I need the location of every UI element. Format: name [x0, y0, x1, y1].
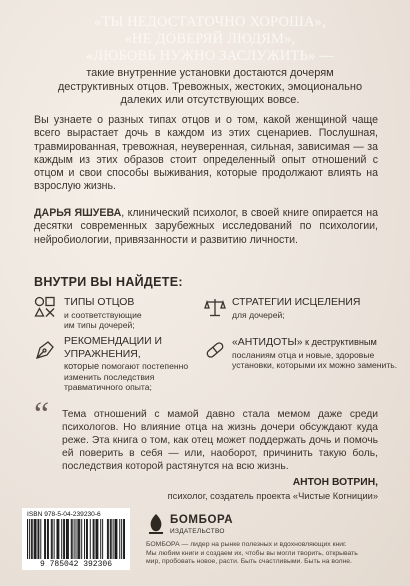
publisher-slogan-line-2: Мы любим книги и создаем их, чтобы вы могли творить, открывать	[146, 549, 358, 557]
barcode-bar	[48, 519, 49, 559]
barcode-bar	[121, 519, 122, 559]
barcode-bar	[51, 519, 52, 559]
isbn-text: ISBN 978-5-04-239230-6	[27, 511, 101, 518]
barcode-bar	[74, 519, 75, 559]
barcode-bars	[27, 519, 125, 559]
feature-text: и соответствующие им типы дочерей;	[64, 309, 142, 331]
barcode	[22, 508, 130, 570]
barcode-bar	[47, 519, 48, 559]
quote-text: Тема отношений с мамой давно стала мемом даже среди психологов. Но влияние отца на жизнь дочери обсуждают куда реже. Эта книга о том, как отец может поддержать дочь и помочь ей поверить в себя — или, наоборот, причинить такую боль, последствия которой растянутся на всю жизнь.	[62, 409, 378, 472]
publisher-slogan-line-1: БОМБОРА — лидер на рынке полезных и вдохновляющих книг.	[146, 541, 347, 548]
barcode-bar	[29, 519, 30, 559]
barcode-bar	[40, 519, 41, 559]
headline-line-2: «НЕ ДОВЕРЯЙ ЛЮДЯМ»,	[124, 31, 296, 47]
barcode-bar	[116, 519, 117, 559]
barcode-bar	[31, 519, 32, 559]
feature-title-main: «АНТИДОТЫ»	[232, 337, 303, 348]
publisher-slogan-line-3: мир, пробовать новое, расти. Быть счастливыми. Быть на волне.	[146, 558, 352, 566]
shapes-icon	[34, 296, 56, 318]
intro-line-1: такие внутренние установки достаются дочерям	[86, 67, 334, 79]
feature-recommendations	[64, 336, 200, 393]
feature-text: для дочерей;	[232, 309, 285, 320]
feature-title: СТРАТЕГИИ ИСЦЕЛЕНИЯ	[232, 297, 361, 308]
barcode-bar	[66, 519, 67, 559]
author-description: , клинический психолог, в своей книге опирается на десятки современных зарубежных исследований по психологии, нейробиологии, привязанности и развитию личности.	[34, 207, 378, 246]
barcode-bar	[81, 519, 82, 559]
quote-author: АНТОН ВОТРИН,	[292, 477, 378, 488]
barcode-bar	[38, 519, 39, 559]
barcode-bar	[102, 519, 103, 559]
headline	[60, 14, 360, 65]
barcode-bar	[100, 519, 101, 559]
feature-title-suffix: которые	[64, 361, 100, 371]
publisher-name: БОМБОРА	[170, 514, 234, 526]
publisher-slogan	[146, 541, 402, 567]
barcode-bar	[58, 519, 59, 559]
barcode-bar	[113, 519, 114, 559]
barcode-bar	[77, 519, 78, 559]
intro	[30, 67, 390, 108]
feature-title	[64, 336, 200, 361]
barcode-bar	[36, 519, 37, 559]
barcode-bar	[115, 519, 116, 559]
barcode-bar	[110, 519, 111, 559]
barcode-bar	[123, 519, 124, 559]
intro-line-3: далеких или отсутствующих вовсе.	[120, 94, 300, 107]
intro-line-2: деструктивных отцов. Тревожных, жестоких, эмоционально	[57, 80, 363, 93]
barcode-bar	[27, 519, 28, 559]
feature-text	[64, 361, 200, 393]
barcode-bar	[90, 519, 91, 559]
feature-fathers-types	[64, 297, 194, 331]
barcode-bar	[93, 519, 94, 559]
scales-icon	[204, 296, 226, 318]
section-title: ВНУТРИ ВЫ НАЙДЕТЕ:	[34, 275, 183, 289]
barcode-bar	[76, 519, 77, 559]
barcode-bar	[44, 519, 45, 559]
feature-title	[232, 336, 398, 350]
barcode-bar	[124, 519, 125, 559]
barcode-bar	[94, 519, 95, 559]
barcode-bar	[86, 519, 87, 559]
barcode-bar	[87, 519, 88, 559]
barcode-bar	[107, 519, 108, 559]
barcode-bar	[37, 519, 38, 559]
barcode-bar	[54, 519, 55, 559]
barcode-bar	[68, 519, 69, 559]
barcode-bar	[115, 519, 116, 559]
barcode-bar	[61, 519, 62, 559]
barcode-bar	[97, 519, 98, 559]
headline-line-1: «ТЫ НЕДОСТАТОЧНО ХОРОША»,	[94, 14, 326, 30]
description-paragraph: Вы узнаете о разных типах отцов и о том, какой женщиной чаще всего вырастает дочь в каждом из этих сценариев. Послушная, травмированная, тревожная, неуверенная, сильная, зависимая — за каждым из этих образов стоит определенный опыт отношений с отцом и свои способы выживания, которые продолжают влиять на взрослую жизнь.	[34, 114, 378, 193]
barcode-bar	[78, 519, 79, 559]
barcode-bar	[57, 519, 58, 559]
pen-nib-icon	[34, 339, 56, 361]
barcode-bar	[35, 519, 36, 559]
barcode-bar	[67, 519, 68, 559]
barcode-bar	[52, 519, 53, 559]
barcode-bar	[96, 519, 97, 559]
quote-mark: “	[34, 396, 50, 433]
feature-title: ТИПЫ ОТЦОВ	[64, 297, 135, 308]
feature-text-body: помогают постепенно изменить последствия травматичного опыта;	[64, 361, 189, 393]
publisher-logo-icon	[146, 513, 166, 535]
barcode-bar	[79, 519, 80, 559]
author-name: ДАРЬЯ ЯШУЕВА	[34, 207, 122, 219]
feature-title-main: РЕКОМЕНДАЦИИ И УПРАЖНЕНИЯ,	[64, 336, 162, 360]
barcode-bar	[111, 519, 112, 559]
barcode-bar	[96, 519, 97, 559]
barcode-bar	[119, 519, 120, 559]
barcode-bar	[108, 519, 109, 559]
barcode-digits: 9 785042 392306	[39, 560, 112, 569]
barcode-bar	[64, 519, 65, 559]
feature-antidotes	[232, 336, 398, 371]
barcode-bar	[34, 519, 35, 559]
barcode-bar	[71, 519, 72, 559]
barcode-bar	[84, 519, 85, 559]
barcode-bar	[63, 519, 64, 559]
feature-title-suffix: к деструктивным	[302, 337, 377, 347]
headline-line-3: «ЛЮБОВЬ НУЖНО ЗАСЛУЖИТЬ» —	[85, 48, 335, 64]
barcode-bar	[32, 519, 33, 559]
barcode-bar	[72, 519, 73, 559]
feature-text: посланиям отца и новые, здоровые установки, которыми их можно заменить.	[232, 349, 398, 371]
quote-author-role: психолог, создатель проекта «Чистые Когниции»	[167, 491, 378, 501]
barcode-bar	[57, 519, 58, 559]
pill-icon	[204, 339, 226, 361]
barcode-bar	[45, 519, 46, 559]
author-paragraph	[34, 207, 378, 247]
feature-healing-strategies	[232, 297, 392, 320]
publisher-sub: ИЗДАТЕЛЬСТВО	[170, 528, 225, 535]
